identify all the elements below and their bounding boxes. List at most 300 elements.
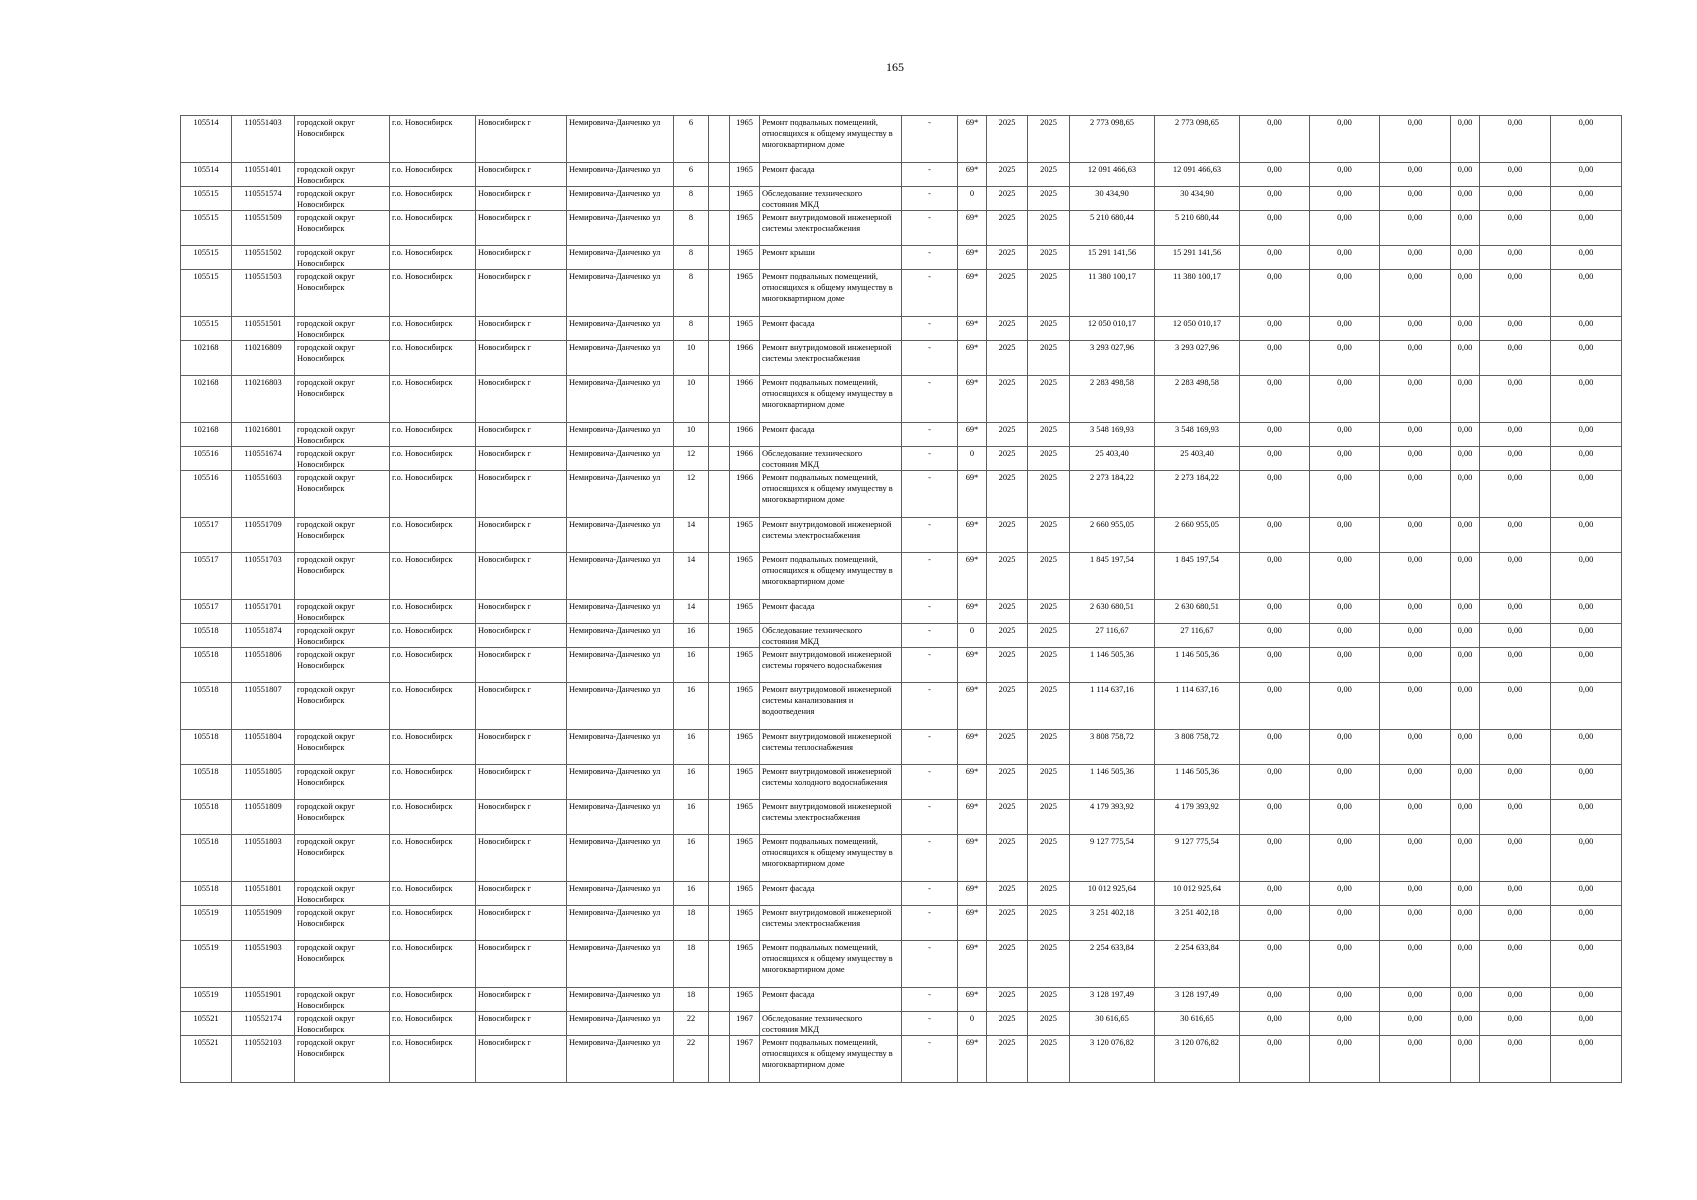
row-city: Новосибирск г [476, 518, 567, 553]
row-code: 110551807 [232, 683, 295, 730]
row-year-end: 2025 [1028, 518, 1070, 553]
row-dash: - [902, 800, 958, 835]
row-value-4: 0,00 [1451, 988, 1480, 1012]
row-value-1: 0,00 [1240, 553, 1310, 600]
row-street: Немировича-Данченко ул [567, 1012, 674, 1036]
row-year: 1965 [730, 765, 760, 800]
row-house: 16 [674, 882, 709, 906]
row-value-3: 0,00 [1380, 447, 1451, 471]
table-row [181, 471, 1622, 518]
row-id: 105519 [181, 906, 232, 941]
row-value-4: 0,00 [1451, 376, 1480, 423]
row-district: городской округ Новосибирск [295, 1012, 390, 1036]
row-street: Немировича-Данченко ул [567, 471, 674, 518]
row-id: 105515 [181, 317, 232, 341]
row-fund-cost: 12 050 010,17 [1155, 317, 1240, 341]
row-work-type: Ремонт внутридомовой инженерной системы электроснабжения [760, 906, 902, 941]
row-building [709, 988, 730, 1012]
row-value-3: 0,00 [1380, 988, 1451, 1012]
row-fund-cost: 4 179 393,92 [1155, 800, 1240, 835]
row-year: 1967 [730, 1036, 760, 1083]
row-city: Новосибирск г [476, 471, 567, 518]
row-code: 110216803 [232, 376, 295, 423]
row-city: Новосибирск г [476, 163, 567, 187]
row-id: 105518 [181, 730, 232, 765]
row-value-5: 0,00 [1480, 518, 1551, 553]
row-street: Немировича-Данченко ул [567, 270, 674, 317]
row-code: 110551701 [232, 600, 295, 624]
row-total-cost: 27 116,67 [1070, 624, 1155, 648]
row-code: 110551903 [232, 941, 295, 988]
row-house: 14 [674, 553, 709, 600]
row-value-4: 0,00 [1451, 882, 1480, 906]
row-value-3: 0,00 [1380, 730, 1451, 765]
row-district: городской округ Новосибирск [295, 941, 390, 988]
row-value-5: 0,00 [1480, 600, 1551, 624]
row-value-3: 0,00 [1380, 553, 1451, 600]
row-building [709, 765, 730, 800]
row-value-5: 0,00 [1480, 882, 1551, 906]
row-street: Немировича-Данченко ул [567, 765, 674, 800]
row-house: 8 [674, 317, 709, 341]
row-code: 110551403 [232, 116, 295, 163]
row-work-type: Ремонт внутридомовой инженерной системы теплоснабжения [760, 730, 902, 765]
row-work-type: Ремонт подвальных помещений, относящихся к общему имуществу в многоквартирном доме [760, 1036, 902, 1083]
row-value-6: 0,00 [1551, 730, 1622, 765]
row-year-start: 2025 [987, 1036, 1028, 1083]
row-term: 69* [958, 471, 987, 518]
row-fund-cost: 2 660 955,05 [1155, 518, 1240, 553]
row-street: Немировича-Данченко ул [567, 447, 674, 471]
row-value-2: 0,00 [1310, 600, 1380, 624]
row-dash: - [902, 988, 958, 1012]
row-fund-cost: 3 120 076,82 [1155, 1036, 1240, 1083]
row-work-type: Ремонт подвальных помещений, относящихся к общему имуществу в многоквартирном доме [760, 471, 902, 518]
row-total-cost: 15 291 141,56 [1070, 246, 1155, 270]
row-building [709, 376, 730, 423]
row-year-start: 2025 [987, 1012, 1028, 1036]
row-term: 69* [958, 683, 987, 730]
row-year: 1965 [730, 317, 760, 341]
row-city: Новосибирск г [476, 423, 567, 447]
table-row [181, 518, 1622, 553]
row-year: 1965 [730, 683, 760, 730]
row-value-2: 0,00 [1310, 423, 1380, 447]
row-value-2: 0,00 [1310, 270, 1380, 317]
row-value-2: 0,00 [1310, 447, 1380, 471]
row-term: 69* [958, 882, 987, 906]
row-value-5: 0,00 [1480, 116, 1551, 163]
row-code: 110551709 [232, 518, 295, 553]
row-district: городской округ Новосибирск [295, 882, 390, 906]
row-building [709, 447, 730, 471]
row-year-start: 2025 [987, 765, 1028, 800]
row-fund-cost: 3 293 027,96 [1155, 341, 1240, 376]
row-term: 69* [958, 835, 987, 882]
row-value-3: 0,00 [1380, 376, 1451, 423]
row-value-2: 0,00 [1310, 471, 1380, 518]
row-municipality: г.о. Новосибирск [390, 765, 476, 800]
row-district: городской округ Новосибирск [295, 270, 390, 317]
row-code: 110551503 [232, 270, 295, 317]
row-value-4: 0,00 [1451, 317, 1480, 341]
row-value-3: 0,00 [1380, 471, 1451, 518]
row-year-end: 2025 [1028, 882, 1070, 906]
row-value-1: 0,00 [1240, 187, 1310, 211]
row-dash: - [902, 163, 958, 187]
row-street: Немировича-Данченко ул [567, 246, 674, 270]
row-total-cost: 3 251 402,18 [1070, 906, 1155, 941]
row-street: Немировича-Данченко ул [567, 341, 674, 376]
row-value-1: 0,00 [1240, 941, 1310, 988]
row-dash: - [902, 765, 958, 800]
table-row [181, 835, 1622, 882]
row-dash: - [902, 553, 958, 600]
row-value-6: 0,00 [1551, 317, 1622, 341]
row-year: 1965 [730, 187, 760, 211]
row-value-2: 0,00 [1310, 835, 1380, 882]
row-year-end: 2025 [1028, 988, 1070, 1012]
row-year-start: 2025 [987, 187, 1028, 211]
table-row [181, 988, 1622, 1012]
row-value-2: 0,00 [1310, 116, 1380, 163]
row-value-2: 0,00 [1310, 1012, 1380, 1036]
row-term: 69* [958, 765, 987, 800]
row-year-start: 2025 [987, 317, 1028, 341]
row-year-start: 2025 [987, 941, 1028, 988]
row-value-3: 0,00 [1380, 270, 1451, 317]
table-row [181, 246, 1622, 270]
row-year-end: 2025 [1028, 163, 1070, 187]
row-year-end: 2025 [1028, 1012, 1070, 1036]
row-district: городской округ Новосибирск [295, 317, 390, 341]
row-work-type: Ремонт внутридомовой инженерной системы электроснабжения [760, 518, 902, 553]
row-term: 69* [958, 376, 987, 423]
row-value-6: 0,00 [1551, 423, 1622, 447]
row-value-3: 0,00 [1380, 246, 1451, 270]
row-total-cost: 10 012 925,64 [1070, 882, 1155, 906]
row-value-4: 0,00 [1451, 730, 1480, 765]
row-code: 110551703 [232, 553, 295, 600]
row-value-3: 0,00 [1380, 423, 1451, 447]
row-house: 16 [674, 800, 709, 835]
row-year: 1965 [730, 730, 760, 765]
row-year: 1965 [730, 800, 760, 835]
row-value-4: 0,00 [1451, 941, 1480, 988]
row-work-type: Ремонт фасада [760, 988, 902, 1012]
row-id: 105521 [181, 1036, 232, 1083]
row-value-1: 0,00 [1240, 800, 1310, 835]
row-street: Немировича-Данченко ул [567, 518, 674, 553]
row-building [709, 423, 730, 447]
row-municipality: г.о. Новосибирск [390, 600, 476, 624]
row-year-start: 2025 [987, 447, 1028, 471]
table-row [181, 1012, 1622, 1036]
row-district: городской округ Новосибирск [295, 518, 390, 553]
row-work-type: Ремонт фасада [760, 882, 902, 906]
row-district: городской округ Новосибирск [295, 800, 390, 835]
row-city: Новосибирск г [476, 648, 567, 683]
table-row [181, 163, 1622, 187]
row-total-cost: 25 403,40 [1070, 447, 1155, 471]
row-municipality: г.о. Новосибирск [390, 211, 476, 246]
row-total-cost: 2 283 498,58 [1070, 376, 1155, 423]
row-total-cost: 12 091 466,63 [1070, 163, 1155, 187]
row-work-type: Обследование технического состояния МКД [760, 624, 902, 648]
row-dash: - [902, 600, 958, 624]
row-fund-cost: 2 773 098,65 [1155, 116, 1240, 163]
row-year-end: 2025 [1028, 270, 1070, 317]
row-dash: - [902, 906, 958, 941]
row-year-start: 2025 [987, 683, 1028, 730]
row-district: городской округ Новосибирск [295, 116, 390, 163]
row-value-4: 0,00 [1451, 246, 1480, 270]
row-work-type: Ремонт внутридомовой инженерной системы электроснабжения [760, 800, 902, 835]
row-municipality: г.о. Новосибирск [390, 163, 476, 187]
row-value-2: 0,00 [1310, 648, 1380, 683]
row-total-cost: 2 773 098,65 [1070, 116, 1155, 163]
row-year: 1965 [730, 624, 760, 648]
row-value-4: 0,00 [1451, 518, 1480, 553]
row-value-5: 0,00 [1480, 941, 1551, 988]
row-value-2: 0,00 [1310, 988, 1380, 1012]
row-building [709, 341, 730, 376]
row-code: 110551874 [232, 624, 295, 648]
row-total-cost: 2 273 184,22 [1070, 471, 1155, 518]
row-building [709, 624, 730, 648]
row-code: 110551803 [232, 835, 295, 882]
row-year-end: 2025 [1028, 423, 1070, 447]
row-total-cost: 12 050 010,17 [1070, 317, 1155, 341]
row-building [709, 246, 730, 270]
row-dash: - [902, 941, 958, 988]
row-value-1: 0,00 [1240, 116, 1310, 163]
row-value-1: 0,00 [1240, 624, 1310, 648]
row-value-6: 0,00 [1551, 447, 1622, 471]
row-fund-cost: 3 251 402,18 [1155, 906, 1240, 941]
row-value-5: 0,00 [1480, 423, 1551, 447]
row-street: Немировича-Данченко ул [567, 988, 674, 1012]
row-year-end: 2025 [1028, 116, 1070, 163]
row-id: 105518 [181, 882, 232, 906]
row-total-cost: 3 120 076,82 [1070, 1036, 1155, 1083]
row-building [709, 941, 730, 988]
row-municipality: г.о. Новосибирск [390, 1036, 476, 1083]
row-building [709, 835, 730, 882]
row-value-1: 0,00 [1240, 163, 1310, 187]
row-value-3: 0,00 [1380, 518, 1451, 553]
row-id: 105517 [181, 518, 232, 553]
row-house: 22 [674, 1036, 709, 1083]
row-value-2: 0,00 [1310, 765, 1380, 800]
row-district: городской округ Новосибирск [295, 163, 390, 187]
row-id: 105515 [181, 246, 232, 270]
row-value-4: 0,00 [1451, 187, 1480, 211]
row-year-end: 2025 [1028, 906, 1070, 941]
row-term: 69* [958, 163, 987, 187]
row-municipality: г.о. Новосибирск [390, 553, 476, 600]
row-city: Новосибирск г [476, 1036, 567, 1083]
row-value-1: 0,00 [1240, 471, 1310, 518]
row-year: 1965 [730, 553, 760, 600]
row-id: 102168 [181, 423, 232, 447]
row-house: 10 [674, 423, 709, 447]
row-year-end: 2025 [1028, 941, 1070, 988]
row-building [709, 163, 730, 187]
row-term: 69* [958, 648, 987, 683]
row-house: 16 [674, 730, 709, 765]
table-row [181, 941, 1622, 988]
row-municipality: г.о. Новосибирск [390, 518, 476, 553]
row-term: 69* [958, 341, 987, 376]
row-city: Новосибирск г [476, 116, 567, 163]
row-district: городской округ Новосибирск [295, 423, 390, 447]
row-fund-cost: 3 548 169,93 [1155, 423, 1240, 447]
row-district: городской округ Новосибирск [295, 471, 390, 518]
table-row [181, 765, 1622, 800]
row-value-2: 0,00 [1310, 317, 1380, 341]
row-id: 105515 [181, 187, 232, 211]
row-term: 69* [958, 941, 987, 988]
row-value-1: 0,00 [1240, 906, 1310, 941]
row-street: Немировича-Данченко ул [567, 882, 674, 906]
row-value-2: 0,00 [1310, 211, 1380, 246]
row-city: Новосибирск г [476, 211, 567, 246]
row-id: 102168 [181, 376, 232, 423]
row-value-5: 0,00 [1480, 163, 1551, 187]
row-work-type: Ремонт внутридомовой инженерной системы горячего водоснабжения [760, 648, 902, 683]
row-term: 69* [958, 1036, 987, 1083]
row-value-5: 0,00 [1480, 270, 1551, 317]
row-code: 110551909 [232, 906, 295, 941]
row-city: Новосибирск г [476, 765, 567, 800]
table-row [181, 423, 1622, 447]
row-value-4: 0,00 [1451, 1036, 1480, 1083]
row-total-cost: 2 660 955,05 [1070, 518, 1155, 553]
row-house: 6 [674, 116, 709, 163]
row-building [709, 317, 730, 341]
page-number: 165 [886, 60, 904, 74]
row-value-3: 0,00 [1380, 941, 1451, 988]
row-year-start: 2025 [987, 116, 1028, 163]
row-year-end: 2025 [1028, 187, 1070, 211]
table-row [181, 187, 1622, 211]
row-dash: - [902, 648, 958, 683]
row-code: 110551901 [232, 988, 295, 1012]
row-year-start: 2025 [987, 341, 1028, 376]
row-code: 110216801 [232, 423, 295, 447]
row-district: городской округ Новосибирск [295, 187, 390, 211]
row-dash: - [902, 518, 958, 553]
row-city: Новосибирск г [476, 835, 567, 882]
row-street: Немировича-Данченко ул [567, 683, 674, 730]
row-year-start: 2025 [987, 906, 1028, 941]
row-value-6: 0,00 [1551, 800, 1622, 835]
row-dash: - [902, 211, 958, 246]
row-house: 8 [674, 246, 709, 270]
row-year: 1966 [730, 447, 760, 471]
row-year-end: 2025 [1028, 624, 1070, 648]
row-value-5: 0,00 [1480, 211, 1551, 246]
row-year: 1966 [730, 423, 760, 447]
row-year-start: 2025 [987, 882, 1028, 906]
row-fund-cost: 3 808 758,72 [1155, 730, 1240, 765]
row-year: 1965 [730, 941, 760, 988]
row-value-1: 0,00 [1240, 683, 1310, 730]
row-house: 16 [674, 835, 709, 882]
row-year-end: 2025 [1028, 800, 1070, 835]
row-dash: - [902, 423, 958, 447]
row-value-2: 0,00 [1310, 882, 1380, 906]
row-work-type: Ремонт фасада [760, 163, 902, 187]
row-term: 69* [958, 988, 987, 1012]
row-municipality: г.о. Новосибирск [390, 317, 476, 341]
row-total-cost: 1 845 197,54 [1070, 553, 1155, 600]
row-id: 105518 [181, 648, 232, 683]
row-district: городской округ Новосибирск [295, 648, 390, 683]
row-fund-cost: 25 403,40 [1155, 447, 1240, 471]
row-city: Новосибирск г [476, 1012, 567, 1036]
row-value-2: 0,00 [1310, 163, 1380, 187]
table-row [181, 447, 1622, 471]
row-value-1: 0,00 [1240, 988, 1310, 1012]
row-id: 105518 [181, 683, 232, 730]
row-value-6: 0,00 [1551, 988, 1622, 1012]
row-district: городской округ Новосибирск [295, 376, 390, 423]
row-term: 0 [958, 1012, 987, 1036]
row-year-start: 2025 [987, 988, 1028, 1012]
row-year-start: 2025 [987, 270, 1028, 317]
row-total-cost: 9 127 775,54 [1070, 835, 1155, 882]
row-value-1: 0,00 [1240, 835, 1310, 882]
row-year-start: 2025 [987, 376, 1028, 423]
row-year: 1965 [730, 648, 760, 683]
row-value-3: 0,00 [1380, 317, 1451, 341]
row-term: 69* [958, 730, 987, 765]
row-municipality: г.о. Новосибирск [390, 835, 476, 882]
row-city: Новосибирск г [476, 447, 567, 471]
table-row [181, 270, 1622, 317]
row-year: 1965 [730, 163, 760, 187]
row-house: 16 [674, 624, 709, 648]
row-city: Новосибирск г [476, 730, 567, 765]
row-id: 105518 [181, 835, 232, 882]
row-value-2: 0,00 [1310, 376, 1380, 423]
row-year-start: 2025 [987, 423, 1028, 447]
row-dash: - [902, 683, 958, 730]
row-value-5: 0,00 [1480, 341, 1551, 376]
row-total-cost: 2 630 680,51 [1070, 600, 1155, 624]
row-house: 18 [674, 988, 709, 1012]
row-year-end: 2025 [1028, 600, 1070, 624]
row-municipality: г.о. Новосибирск [390, 270, 476, 317]
row-district: городской округ Новосибирск [295, 683, 390, 730]
row-street: Немировича-Данченко ул [567, 835, 674, 882]
row-building [709, 683, 730, 730]
table-row [181, 624, 1622, 648]
row-value-4: 0,00 [1451, 1012, 1480, 1036]
row-building [709, 648, 730, 683]
row-city: Новосибирск г [476, 941, 567, 988]
row-street: Немировича-Данченко ул [567, 730, 674, 765]
row-year: 1965 [730, 988, 760, 1012]
row-year-end: 2025 [1028, 447, 1070, 471]
row-value-5: 0,00 [1480, 1012, 1551, 1036]
row-id: 105516 [181, 447, 232, 471]
row-year: 1965 [730, 835, 760, 882]
row-total-cost: 3 548 169,93 [1070, 423, 1155, 447]
row-value-3: 0,00 [1380, 600, 1451, 624]
